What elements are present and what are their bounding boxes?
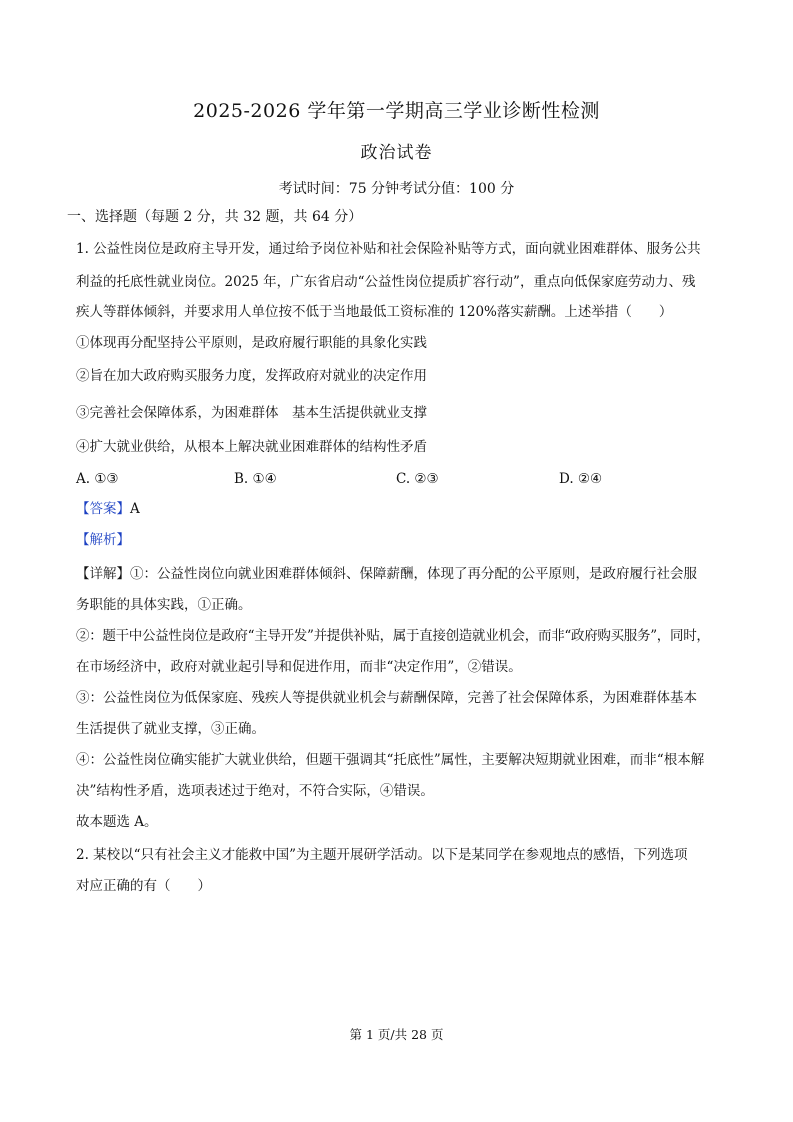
q1-option-c: C. ②③ bbox=[396, 471, 439, 487]
explanation-line: ②：题干中公益性岗位是政府“主导开发”并提供补贴，属于直接创造就业机会，而非“政府购买服务”，同时， bbox=[76, 628, 710, 644]
exam-info: 考试时间：75 分钟考试分值：100 分 bbox=[278, 181, 515, 197]
explanation-line: ④：公益性岗位确实能扩大就业供给，但题干强调其“托底性”属性，主要解决短期就业困难，而非“根本解 bbox=[76, 752, 705, 768]
detail-tag: 【详解】 bbox=[76, 566, 130, 582]
q1-statement: ④扩大就业供给，从根本上解决就业困难群体的结构性矛盾 bbox=[76, 439, 427, 455]
answer-value: A bbox=[130, 501, 140, 517]
q1-statement: ①体现再分配坚持公平原则，是政府履行职能的具象化实践 bbox=[76, 335, 427, 351]
answer-tag: 【答案】 bbox=[76, 501, 130, 517]
q2-stem-line: 对应正确的有（ ） bbox=[76, 878, 211, 894]
explanation-line: ③：公益性岗位为低保家庭、残疾人等提供就业机会与薪酬保障，完善了社会保障体系，为困难群体基本 bbox=[76, 690, 697, 706]
analysis-tag: 【解析】 bbox=[76, 532, 130, 548]
explanation-line: 在市场经济中，政府对就业起引导和促进作用，而非“决定作用”，②错误。 bbox=[76, 659, 522, 675]
q1-statement: ②旨在加大政府购买服务力度，发挥政府对就业的决定作用 bbox=[76, 368, 427, 384]
q1-stem-line: 利益的托底性就业岗位。2025 年，广东省启动“公益性岗位提质扩容行动”，重点向低保家庭劳动力、残 bbox=[76, 274, 696, 290]
explanation-line: 务职能的具体实践，①正确。 bbox=[76, 597, 252, 613]
explanation-line: 生活提供了就业支撑，③正确。 bbox=[76, 721, 265, 737]
explanation-line: 故本题选 A。 bbox=[76, 814, 158, 830]
explanation-line: 决”结构性矛盾，选项表述过于绝对，不符合实际，④错误。 bbox=[76, 783, 434, 799]
section-heading: 一、选择题（每题 2 分，共 32 题，共 64 分） bbox=[67, 209, 363, 225]
answer-line bbox=[76, 500, 140, 518]
q2-stem-line: 2. 某校以“只有社会主义才能救中国”为主题开展研学活动。以下是某同学在参观地点的感悟，下列选项 bbox=[76, 847, 688, 863]
q1-stem-line: 1. 公益性岗位是政府主导开发，通过给予岗位补贴和社会保险补贴等方式，面向就业困难群体、服务公共 bbox=[76, 241, 701, 257]
subject-title: 政治试卷 bbox=[360, 143, 433, 163]
q1-option-b: B. ①④ bbox=[234, 471, 277, 487]
explanation-line bbox=[76, 565, 697, 583]
exam-title: 2025-2026 学年第一学期高三学业诊断性检测 bbox=[193, 100, 600, 122]
q1-option-a: A. ①③ bbox=[76, 471, 119, 487]
q1-statement: ③完善社会保障体系，为困难群体 基本生活提供就业支撑 bbox=[76, 405, 427, 421]
page-footer: 第 1 页/共 28 页 bbox=[349, 1027, 444, 1042]
q1-stem-line: 疾人等群体倾斜，并要求用人单位按不低于当地最低工资标准的 120%落实薪酬。上述举措（ ） bbox=[76, 304, 673, 320]
explanation-text: ①：公益性岗位向就业困难群体倾斜、保障薪酬，体现了再分配的公平原则，是政府履行社会服 bbox=[130, 566, 697, 582]
q1-option-d: D. ②④ bbox=[559, 471, 603, 487]
